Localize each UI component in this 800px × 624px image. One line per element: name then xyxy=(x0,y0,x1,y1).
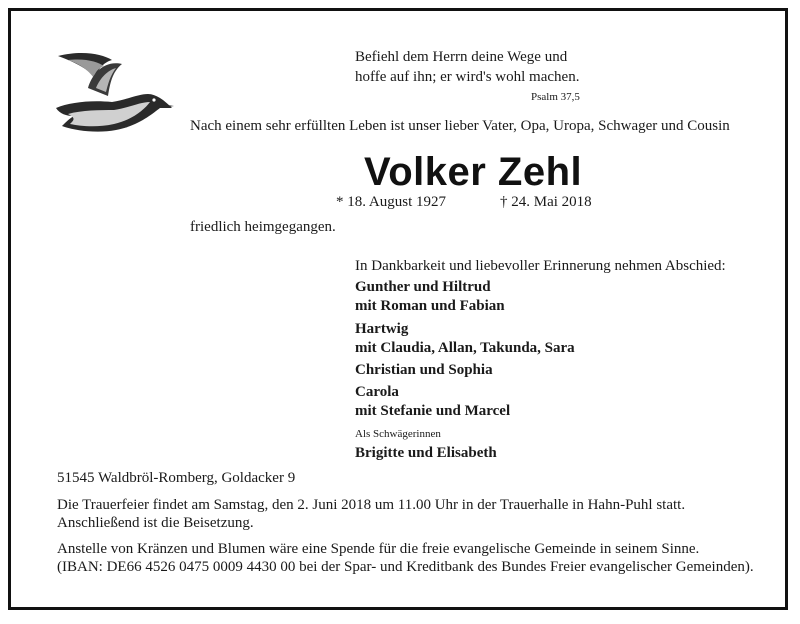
psalm-line-2: hoffe auf ihn; er wird's wohl machen. xyxy=(355,69,580,85)
mourner-line: Christian und Sophia xyxy=(355,362,493,378)
mourner-line: Brigitte und Elisabeth xyxy=(355,445,497,461)
psalm-line-1: Befiehl dem Herrn deine Wege und xyxy=(355,49,568,65)
intro-text: Nach einem sehr erfüllten Leben ist unser lieber Vater, Opa, Uropa, Schwager und Cousin xyxy=(190,118,730,134)
death-date: † 24. Mai 2018 xyxy=(500,194,592,210)
inlaws-label: Als Schwägerinnen xyxy=(355,428,441,440)
farewell-intro: In Dankbarkeit und liebevoller Erinnerung nehmen Abschied: xyxy=(355,258,726,274)
address: 51545 Waldbröl-Romberg, Goldacker 9 xyxy=(57,470,296,486)
mourner-line: Carola xyxy=(355,384,399,400)
mourner-line: Gunther und Hiltrud xyxy=(355,279,491,295)
donation-line-1: Anstelle von Kränzen und Blumen wäre eine Spende für die freie evangelische Gemeinde in seinem Sinne. xyxy=(57,541,700,557)
mourner-line: mit Stefanie und Marcel xyxy=(355,403,511,419)
passed-text: friedlich heimgegangen. xyxy=(190,219,336,235)
donation-line-2: (IBAN: DE66 4526 0475 0009 4430 00 bei der Spar- und Kreditbank des Bundes Freier evangelischer Gemeinden). xyxy=(57,559,754,575)
service-line-2: Anschließend ist die Beisetzung. xyxy=(57,515,254,531)
mourner-line: Hartwig xyxy=(355,321,409,337)
dove-icon xyxy=(52,48,176,140)
mourner-line: mit Claudia, Allan, Takunda, Sara xyxy=(355,340,575,356)
deceased-name: Volker Zehl xyxy=(364,150,583,194)
birth-date: * 18. August 1927 xyxy=(336,194,447,210)
service-line-1: Die Trauerfeier findet am Samstag, den 2. Juni 2018 um 11.00 Uhr in der Trauerhalle in Hahn-Puhl statt. xyxy=(57,497,686,513)
mourner-line: mit Roman und Fabian xyxy=(355,298,505,314)
psalm-reference: Psalm 37,5 xyxy=(531,91,580,103)
